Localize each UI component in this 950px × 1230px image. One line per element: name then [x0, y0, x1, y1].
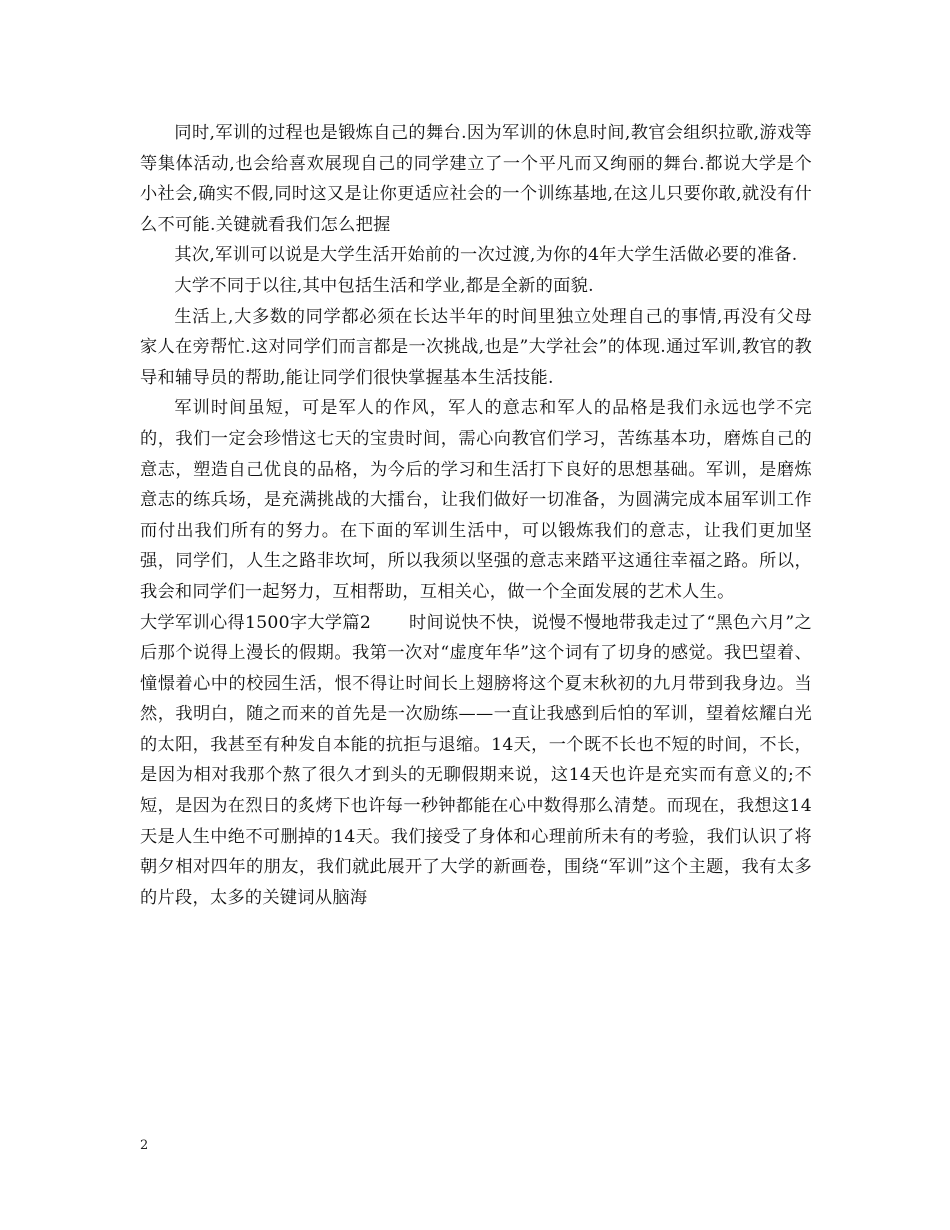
paragraph-3: 大学不同于以往,其中包括生活和学业,都是全新的面貌. — [174, 275, 594, 296]
paragraph-4: 生活上,大多数的同学都必须在长达半年的时间里独立处理自己的事情,再没有父母家人在旁帮忙.这对同学们而言都是一次挑战,也是”大学社会”的体现.通过军训,教官的教导和辅导员的帮助,能让同学们很快掌握基本生活技能. — [140, 306, 812, 388]
document-body — [140, 118, 812, 913]
section-title: 大学军训心得1500字大学篇2 — [140, 612, 372, 633]
section-paragraph — [140, 608, 812, 914]
paragraph-2: 其次,军训可以说是大学生活开始前的一次过渡,为你的4年大学生活做必要的准备. — [174, 245, 798, 266]
paragraph-1: 同时,军训的过程也是锻炼自己的舞台.因为军训的休息时间,教官会组织拉歌,游戏等等集体活动,也会给喜欢展现自己的同学建立了一个平凡而又绚丽的舞台.都说大学是个小社会,确实不假,同时这又是让你更适应社会的一个训练基地,在这儿只要你敢,就没有什么不可能.关键就看我们怎么把握 — [140, 123, 812, 235]
section-text: 时间说快不快，说慢不慢地带我走过了“黑色六月”之后那个说得上漫长的假期。我第一次对“虚度年华”这个词有了切身的感觉。我巴望着、憧憬着心中的校园生活，恨不得让时间长上翅膀将这个夏末秋初的九月带到我身边。当然，我明白，随之而来的首先是一次励练——一直让我感到后怕的军训，望着炫耀白光的太阳，我甚至有种发自本能的抗拒与退缩。14天，一个既不长也不短的时间，不长，是因为相对我那个熬了很久才到头的无聊假期来说，这14天也许是充实而有意义的;不短，是因为在烈日的炙烤下也许每一秒钟都能在心中数得那么清楚。而现在，我想这14天是人生中绝不可删掉的14天。我们接受了身体和心理前所未有的考验，我们认识了将朝夕相对四年的朋友，我们就此展开了大学的新画卷，围绕“军训”这个主题，我有太多的片段，太多的关键词从脑海 — [140, 612, 812, 908]
page-number: 2 — [140, 1138, 149, 1153]
paragraph-5: 军训时间虽短，可是军人的作风，军人的意志和军人的品格是我们永远也学不完的，我们一定会珍惜这七天的宝贵时间，需心向教官们学习，苦练基本功，磨炼自己的意志，塑造自己优良的品格，为今后的学习和生活打下良好的思想基础。军训，是磨炼意志的练兵场，是充满挑战的大擂台，让我们做好一切准备，为圆满完成本届军训工作而付出我们所有的努力。在下面的军训生活中，可以锻炼我们的意志，让我们更加坚强，同学们，人生之路非坎坷，所以我须以坚强的意志来踏平这通往幸福之路。所以，我会和同学们一起努力，互相帮助，互相关心，做一个全面发展的艺术人生。 — [140, 398, 812, 602]
